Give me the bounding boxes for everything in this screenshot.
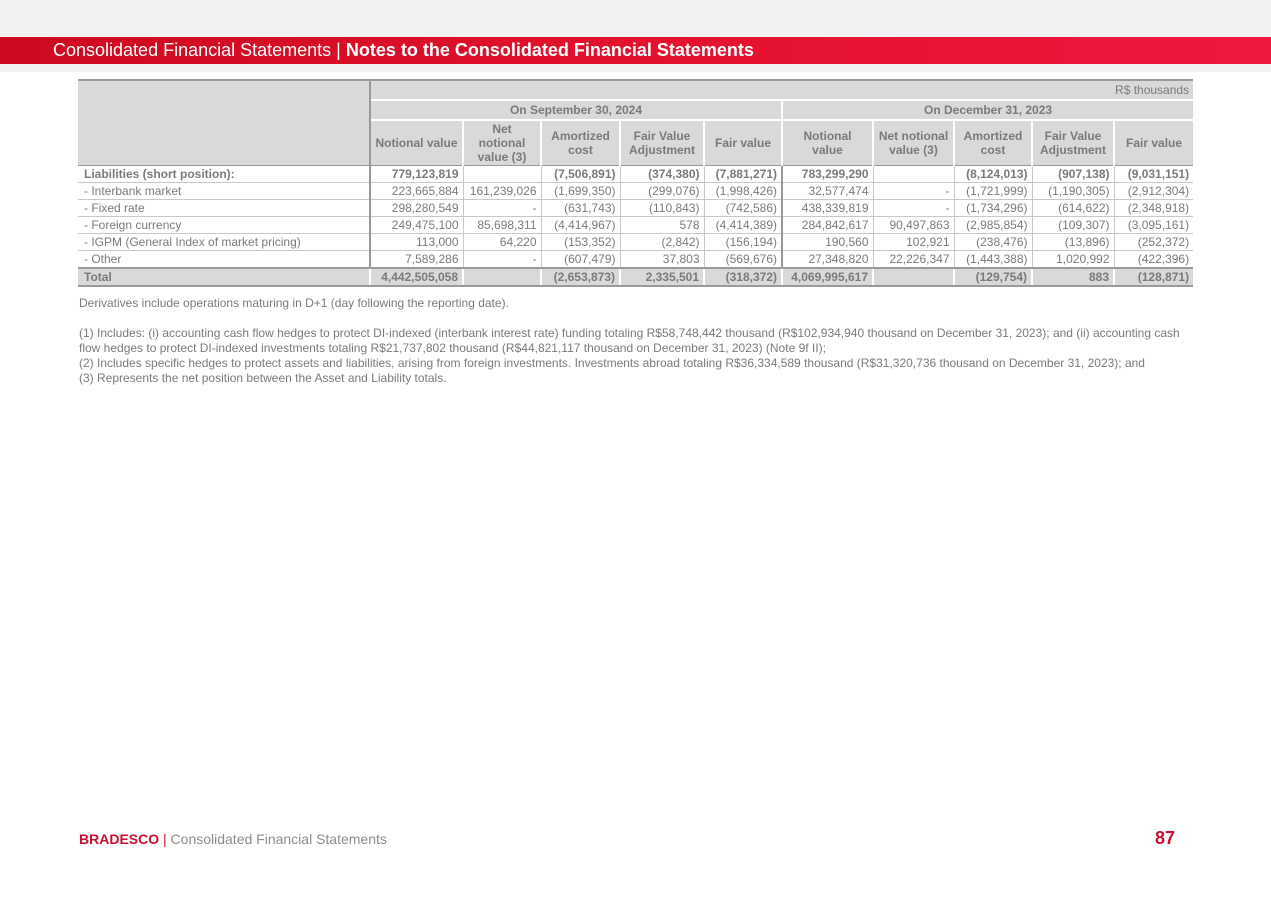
col-header: Amortized cost [541,120,620,166]
col-header: Net notional value (3) [463,120,541,166]
table-cell: (2,842) [620,234,704,251]
note-derivatives: Derivatives include operations maturing in D+1 (day following the reporting date). [79,296,509,310]
table-cell: 161,239,026 [463,183,541,200]
header-underband [0,64,1271,72]
table-cell: (1,699,350) [541,183,620,200]
table-cell: (1,998,426) [704,183,782,200]
table-cell: 284,842,617 [782,217,873,234]
table-cell: (4,414,389) [704,217,782,234]
table-cell [463,166,541,183]
table-cell: (1,190,305) [1032,183,1114,200]
table-cell: 4,069,995,617 [782,268,873,286]
table-cell: 438,339,819 [782,200,873,217]
table-cell: 22,226,347 [873,251,954,269]
table-row-interbank-market [78,183,1193,200]
table-cell: 90,497,863 [873,217,954,234]
col-header: Fair value [704,120,782,166]
table-cell: - [463,200,541,217]
table-cell: (907,138) [1032,166,1114,183]
table-row-fixed-rate [78,200,1193,217]
table-cell: (2,985,854) [954,217,1032,234]
table-cell: - [463,251,541,269]
header-section: Consolidated Financial Statements [53,40,332,60]
table-cell [873,166,954,183]
table-row-liabilities [78,166,1193,183]
table-cell: 190,560 [782,234,873,251]
header-separator: | [331,40,346,60]
table-cell: (7,506,891) [541,166,620,183]
derivatives-liabilities-table [78,79,1193,287]
table-cell: 27,348,820 [782,251,873,269]
table-cell: (1,443,388) [954,251,1032,269]
table-cell: 1,020,992 [1032,251,1114,269]
table-cell: (4,414,967) [541,217,620,234]
table-cell [873,268,954,286]
table-cell: 4,442,505,058 [370,268,463,286]
col-header: Notional value [370,120,463,166]
table-cell: 2,335,501 [620,268,704,286]
note-2: (2) Includes specific hedges to protect assets and liabilities, arising from foreign investments. Investments abroad totaling R$36,334,589 thousand (R$31,320,736 thousand on December 31, 2023); and [79,356,1145,370]
units-label: R$ thousands [370,80,1193,100]
table-cell: (1,734,296) [954,200,1032,217]
col-header: Fair Value Adjustment [620,120,704,166]
table-cell: (3,095,161) [1114,217,1193,234]
table-notes [79,296,1191,386]
table-cell: (318,372) [704,268,782,286]
table-cell: - [873,200,954,217]
table-cell: (153,352) [541,234,620,251]
row-label: Total [78,268,370,286]
table-row-igpm [78,234,1193,251]
col-header: Net notional value (3) [873,120,954,166]
table-cell: (109,307) [1032,217,1114,234]
table-cell: (110,843) [620,200,704,217]
col-header: Fair value [1114,120,1193,166]
period-header-2024: On September 30, 2024 [370,100,782,120]
table-cell: (2,348,918) [1114,200,1193,217]
row-label: - Other [78,251,370,269]
table-cell: (299,076) [620,183,704,200]
table-row-foreign-currency [78,217,1193,234]
table-cell: (2,653,873) [541,268,620,286]
units-row [78,80,1193,100]
table-cell: 113,000 [370,234,463,251]
table-cell: 7,589,286 [370,251,463,269]
table-cell: (238,476) [954,234,1032,251]
header-blank-cell [78,80,370,166]
row-label: Liabilities (short position): [78,166,370,183]
footer-separator: | [159,831,171,847]
table-cell: (252,372) [1114,234,1193,251]
table-cell: (156,194) [704,234,782,251]
table-cell: 64,220 [463,234,541,251]
table-cell: (631,743) [541,200,620,217]
table-cell: (422,396) [1114,251,1193,269]
col-header: Notional value [782,120,873,166]
table-cell: (13,896) [1032,234,1114,251]
table-cell: 32,577,474 [782,183,873,200]
table-cell: 37,803 [620,251,704,269]
col-header: Fair Value Adjustment [1032,120,1114,166]
header-subsection: Notes to the Consolidated Financial Statements [345,40,754,60]
table-cell: (374,380) [620,166,704,183]
table-cell [463,268,541,286]
note-3: (3) Represents the net position between the Asset and Liability totals. [79,371,447,385]
table-cell: 102,921 [873,234,954,251]
note-1: (1) Includes: (i) accounting cash flow hedges to protect DI-indexed (interbank interest rate) funding totaling R$58,748,442 thousand (R$102,934,940 thousand on December 31, 2023); and (ii) accounting cash flow hedges to protect DI-indexed investments totaling R$21,737,802 thousand (R$44,821,117 thousand on December 31, 2023) (Note 9f II); [79,326,1180,355]
table-cell: 578 [620,217,704,234]
table-cell: (569,676) [704,251,782,269]
table-cell: (9,031,151) [1114,166,1193,183]
footer-brand: BRADESCO [79,831,160,847]
col-header: Amortized cost [954,120,1032,166]
table-cell: (8,124,013) [954,166,1032,183]
table-cell: 779,123,819 [370,166,463,183]
table-cell: 223,665,884 [370,183,463,200]
table-cell: (607,479) [541,251,620,269]
footer-title: Consolidated Financial Statements [170,831,387,847]
table-cell: (129,754) [954,268,1032,286]
table-cell: 85,698,311 [463,217,541,234]
table-row-other [78,251,1193,269]
note-spacer [79,311,1191,326]
row-label: - Foreign currency [78,217,370,234]
row-label: - Interbank market [78,183,370,200]
table-cell: 298,280,549 [370,200,463,217]
table-cell: - [873,183,954,200]
row-label: - IGPM (General Index of market pricing) [78,234,370,251]
top-band [0,0,1271,37]
page-header [0,37,1271,64]
table-cell: (742,586) [704,200,782,217]
page-footer [79,831,387,847]
period-header-2023: On December 31, 2023 [782,100,1193,120]
table-cell: (614,622) [1032,200,1114,217]
page-number: 87 [1154,828,1175,848]
table-cell: 883 [1032,268,1114,286]
table-cell: (1,721,999) [954,183,1032,200]
table-cell: 249,475,100 [370,217,463,234]
table-cell: (128,871) [1114,268,1193,286]
table-cell: (2,912,304) [1114,183,1193,200]
table-row-total [78,268,1193,286]
row-label: - Fixed rate [78,200,370,217]
table-cell: 783,299,290 [782,166,873,183]
table-cell: (7,881,271) [704,166,782,183]
